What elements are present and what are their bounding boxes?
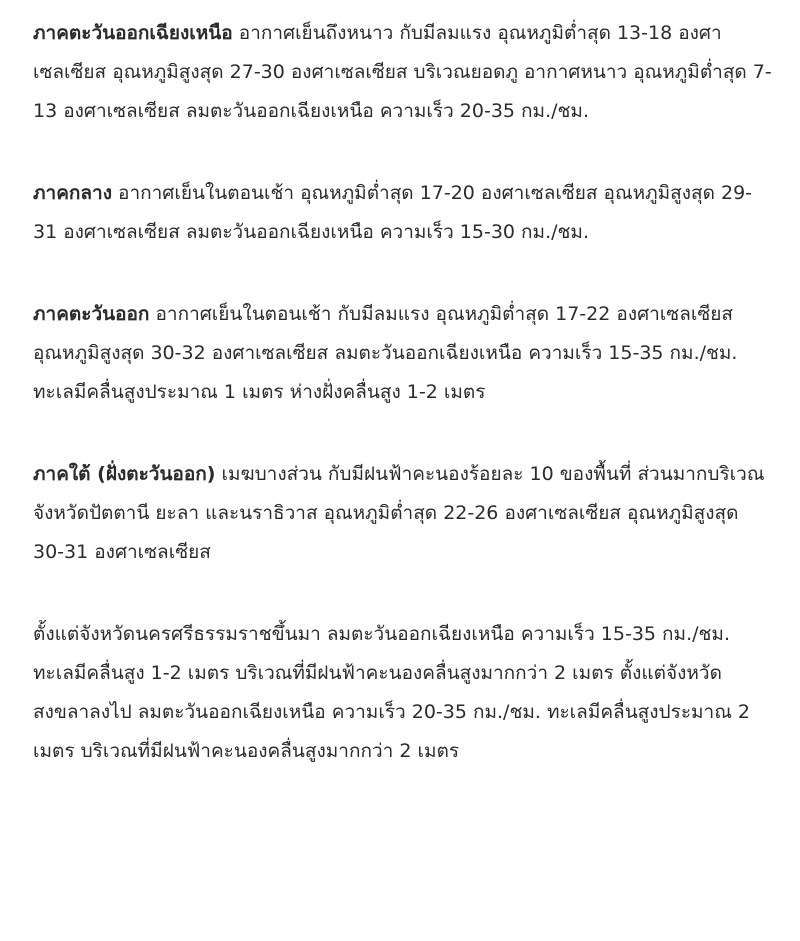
- weather-forecast-article: [33, 14, 773, 771]
- forecast-text-south-east-coast: เมฆบางส่วน กับมีฝนฟ้าคะนองร้อยละ 10 ของพื้นที่ ส่วนมากบริเวณจังหวัดปัตตานี ยะลา และนราธิวาส อุณหภูมิต่ำสุด 22-26 องศาเซลเซียส อุณหภูมิสูงสุด 30-31 องศาเซลเซียส: [33, 463, 765, 563]
- forecast-paragraph-south-east-coast: [33, 455, 773, 572]
- region-heading-east: ภาคตะวันออก: [33, 303, 150, 325]
- forecast-paragraph-northeast: [33, 14, 773, 131]
- region-heading-northeast: ภาคตะวันออกเฉียงเหนือ: [33, 22, 233, 44]
- forecast-text-marine: ตั้งแต่จังหวัดนครศรีธรรมราชขึ้นมา ลมตะวันออกเฉียงเหนือ ความเร็ว 15-35 กม./ชม. ทะเลมีคลื่นสูง 1-2 เมตร บริเวณที่มีฝนฟ้าคะนองคลื่นสูงมากกว่า 2 เมตร ตั้งแต่จังหวัดสงขลาลงไป ลมตะวันออกเฉียงเหนือ ความเร็ว 20-35 กม./ชม. ทะเลมีคลื่นสูงประมาณ 2 เมตร บริเวณที่มีฝนฟ้าคะนองคลื่นสูงมากกว่า 2 เมตร: [33, 623, 750, 762]
- forecast-text-central: อากาศเย็นในตอนเช้า อุณหภูมิต่ำสุด 17-20 องศาเซลเซียส อุณหภูมิสูงสุด 29-31 องศาเซลเซียส ลมตะวันออกเฉียงเหนือ ความเร็ว 15-30 กม./ชม.: [33, 182, 753, 243]
- region-heading-south-east-coast: ภาคใต้ (ฝั่งตะวันออก): [33, 463, 216, 485]
- region-heading-central: ภาคกลาง: [33, 182, 112, 204]
- forecast-paragraph-east: [33, 295, 773, 412]
- forecast-paragraph-marine: [33, 615, 773, 771]
- forecast-text-east: อากาศเย็นในตอนเช้า กับมีลมแรง อุณหภูมิต่ำสุด 17-22 องศาเซลเซียส อุณหภูมิสูงสุด 30-32 องศาเซลเซียส ลมตะวันออกเฉียงเหนือ ความเร็ว 15-35 กม./ชม. ทะเลมีคลื่นสูงประมาณ 1 เมตร ห่างฝั่งคลื่นสูง 1-2 เมตร: [33, 303, 738, 403]
- forecast-text-northeast: อากาศเย็นถึงหนาว กับมีลมแรง อุณหภูมิต่ำสุด 13-18 องศาเซลเซียส อุณหภูมิสูงสุด 27-30 องศาเซลเซียส บริเวณยอดภู อากาศหนาว อุณหภูมิต่ำสุด 7-13 องศาเซลเซียส ลมตะวันออกเฉียงเหนือ ความเร็ว 20-35 กม./ชม.: [33, 22, 772, 122]
- forecast-paragraph-central: [33, 174, 773, 252]
